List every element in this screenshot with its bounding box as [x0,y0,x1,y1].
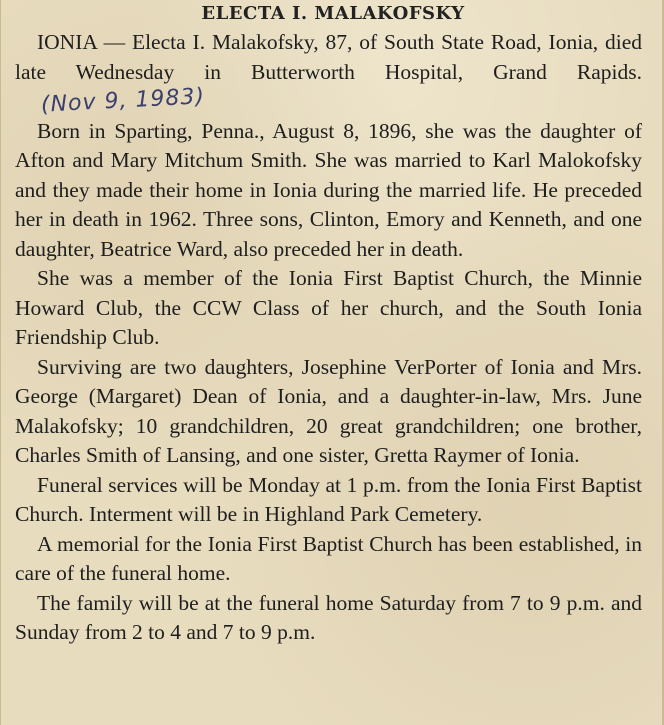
paragraph-memorial: A memorial for the Ionia First Baptist Church has been established, in care of the funeral home. [15,531,642,585]
handwritten-date: (Nov 9, 1983) [40,84,206,118]
paragraph-visitation: The family will be at the funeral home Saturday from 7 to 9 p.m. and Sunday from 2 to 4 and 7 to 9 p.m. [15,590,642,644]
paragraph-funeral-services: Funeral services will be Monday at 1 p.m. from the Ionia First Baptist Church. Interment will be in Highland Park Cemetery. [15,472,642,526]
obituary-headline: ELECTA I. MALAKOFSKY [201,3,465,24]
paragraph-survivors: Surviving are two daughters, Josephine VerPorter of Ionia and Mrs. George (Margaret) Dean of Ionia, and a daughter-in-law, Mrs. June Malakofsky; 10 grandchildren, 20 great grandchildren; one brother, Charles Smith of Lansing, and one sister, Gretta Raymer of Ionia. [15,354,642,467]
paragraph-memberships: She was a member of the Ionia First Baptist Church, the Minnie Howard Club, the CCW Class of her church, and the South Ionia Friendship Club. [15,266,642,349]
death-notice-text: IONIA — Electa I. Malakofsky, 87, of South State Road, Ionia, died late Wednesday in Butterworth Hospital, Grand Rapids. [15,30,642,84]
paragraph-death-notice [15,28,642,117]
obituary-body [15,28,642,648]
paragraph-biography: Born in Sparting, Penna., August 8, 1896, she was the daughter of Afton and Mary Mitchum Smith. She was married to Karl Malokofsky and they made their home in Ionia during the married life. He preceded her in death in 1962. Three sons, Clinton, Emory and Kenneth, and one daughter, Beatrice Ward, also preceded her in death. [15,118,642,261]
